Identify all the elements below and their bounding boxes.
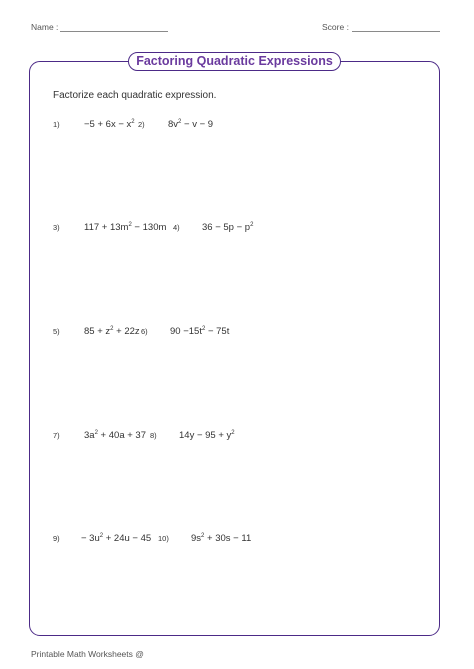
problem-6 <box>141 326 230 337</box>
worksheet-title: Factoring Quadratic Expressions <box>128 52 341 71</box>
problem-number: 2) <box>138 120 145 129</box>
problem-number: 3) <box>53 223 60 232</box>
problem-number: 8) <box>150 431 157 440</box>
problem-2 <box>138 119 214 130</box>
problem-number: 6) <box>141 327 148 336</box>
problem-number: 1) <box>53 120 60 129</box>
name-label: Name : <box>31 22 59 32</box>
problem-expression: $-5 + 6x - x^2$ <box>84 119 135 130</box>
problem-number: 10) <box>158 534 169 543</box>
problem-expression: $14y - 95 + y^2$ <box>179 430 235 441</box>
problem-number: 4) <box>173 223 180 232</box>
problem-4 <box>173 222 254 233</box>
problem-expression: $3a^2 + 40a + 37$ <box>84 430 146 441</box>
problem-expression: $9s^2 + 30s - 11$ <box>191 533 252 544</box>
problem-7 <box>53 430 146 441</box>
problem-expression: $85 + z^2 + 22z$ <box>84 326 140 337</box>
instructions: Factorize each quadratic expression. <box>53 90 217 101</box>
problem-3 <box>53 222 167 233</box>
problem-expression: $117 + 13m^2 - 130m$ <box>84 222 167 233</box>
problem-8 <box>150 430 235 441</box>
problem-1 <box>53 119 135 130</box>
problem-expression: $8v^2 - v - 9$ <box>168 119 214 130</box>
problem-number: 7) <box>53 431 60 440</box>
problem-number: 9) <box>53 534 60 543</box>
score-line <box>352 22 440 32</box>
name-line <box>60 22 168 32</box>
problem-number: 5) <box>53 327 60 336</box>
problem-expression: − $3u^2 + 24u - 45$ <box>81 533 152 544</box>
name-field <box>31 22 168 32</box>
problem-expression: $36 - 5p - p^2$ <box>202 222 254 233</box>
problem-10 <box>158 533 252 544</box>
problem-9 <box>53 533 152 544</box>
worksheet-frame <box>29 61 440 636</box>
footer-credit: Printable Math Worksheets @ <box>31 649 144 659</box>
problem-expression: $90 -15t^2 - 75t$ <box>170 326 230 337</box>
score-label: Score : <box>322 22 349 32</box>
problem-5 <box>53 326 140 337</box>
score-field <box>322 22 440 32</box>
